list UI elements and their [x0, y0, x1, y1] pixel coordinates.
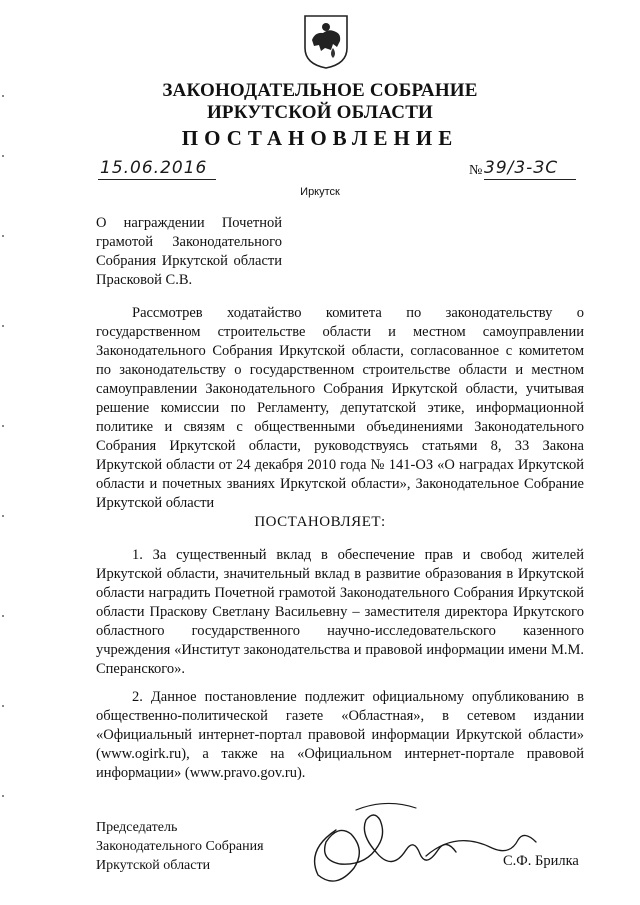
irkutsk-coat-of-arms-icon [303, 14, 349, 70]
signatory-title-line1: Председатель [96, 820, 178, 835]
resolution-item-1: 1. За существенный вклад в обеспечение прав и свобод жителей Иркутской области, значительный вклад в развитие образования в Иркутской области наградить Почетной грамотой Законодательного Собрания Иркутской области Праскову Светлану Васильевну – заместителя директора Иркутского областного государственного научно-исследовательского казенного учреждения «Институт законодательства и правовой информации имени М.М. Сперанского». [96, 547, 584, 677]
signatory-title [96, 818, 264, 875]
document-city: Иркутск [300, 186, 340, 198]
document-type: ПОСТАНОВЛЕНИЕ [181, 126, 459, 150]
org-name-line1: ЗАКОНОДАТЕЛЬНОЕ СОБРАНИЕ [162, 80, 478, 101]
signatory-title-line3: Иркутской области [96, 858, 211, 873]
preamble-paragraph: Рассмотрев ходатайство комитета по законодательству о государственном строительстве области и местном самоуправлении Законодательного Собрания Иркутской области, согласованное с комитетом по законодательству о государственном строительстве области и местном самоуправлении Законодательного Собрания Иркутской области, учитывая решение комиссии по Регламенту, депутатской этике, информационной политике и связям с общественными объединениями Законодательного Собрания Иркутской области, руководствуясь статьями 8, 33 Закона Иркутской области от 24 декабря 2010 года № 141-ОЗ «О наградах Иркутской области и почетных званиях Иркутской области», Законодательное Собрание Иркутской области [96, 305, 584, 511]
scan-margin-marks [2, 95, 6, 815]
resolves-heading: ПОСТАНОВЛЯЕТ: [254, 514, 386, 530]
handwritten-signature [296, 790, 556, 900]
document-date: 15.06.2016 [100, 158, 208, 178]
number-sign: № [469, 163, 483, 178]
document-number: 39/3-ЗС [484, 158, 559, 178]
document-subject: О награждении Почетной грамотой Законодательного Собрания Иркутской области Прасковой С.В. [96, 215, 282, 288]
number-underline [484, 179, 576, 180]
date-underline [98, 179, 216, 180]
signatory-name: С.Ф. Брилка [503, 853, 579, 869]
org-name-line2: ИРКУТСКОЙ ОБЛАСТИ [206, 102, 434, 123]
resolution-item-2: 2. Данное постановление подлежит официальному опубликованию в общественно-политической газете «Областная», в сетевом издании «Официальный интернет-портал правовой информации Иркутской области» (www.ogirk.ru), а также на «Официальном интернет-портале правовой информации» (www.pravo.gov.ru). [96, 689, 584, 781]
signatory-title-line2: Законодательного Собрания [96, 839, 264, 854]
